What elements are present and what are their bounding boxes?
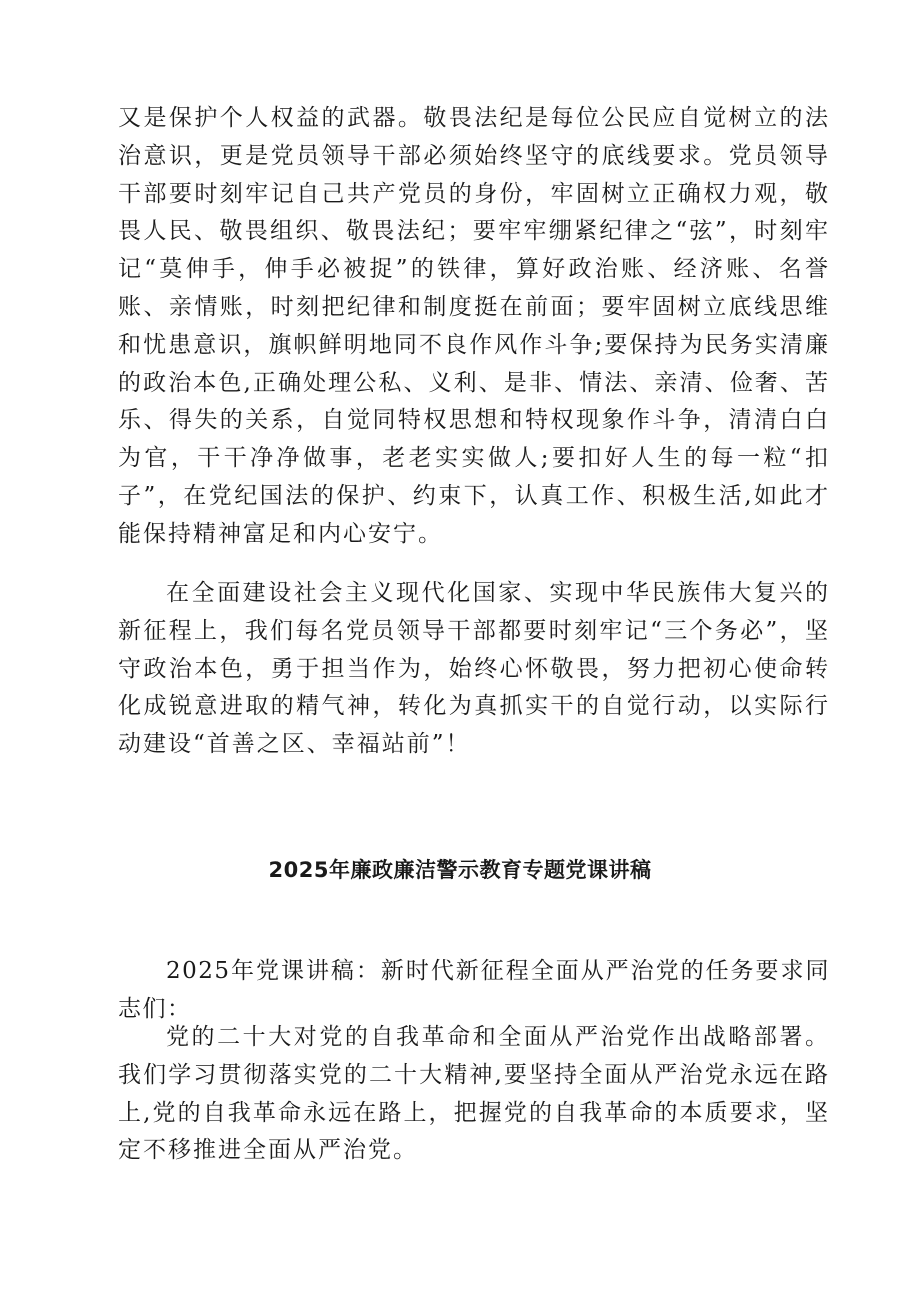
lecture-subtitle: 2025年党课讲稿：新时代新征程全面从严治党的任务要求同志们： [118,958,830,1022]
paragraph-continuation: 又是保护个人权益的武器。敬畏法纪是每位公民应自觉树立的法治意识，更是党员领导干部必须始终坚守的底线要求。党员领导干部要时刻牢记自己共产党员的身份，牢固树立正确权力观，敬畏人民、敬畏组织、敬畏法纪；要牢牢绷紧纪律之“弦”，时刻牢记“莫伸手，伸手必被捉”的铁律，算好政治账、经济账、名誉账、亲情账，时刻把纪律和制度挺在前面；要牢固树立底线思维和忧患意识，旗帜鲜明地同不良作风作斗争;要保持为民务实清廉的政治本色,正确处理公私、义利、是非、情法、亲清、俭奢、苦乐、得失的关系，自觉同特权思想和特权现象作斗争，清清白白为官，干干净净做事，老老实实做人;要扣好人生的每一粒“扣子”，在党纪国法的保护、约束下，认真工作、积极生活,如此才能保持精神富足和内心安宁。 [118,105,830,547]
paragraph-conclusion: 在全面建设社会主义现代化国家、实现中华民族伟大复兴的新征程上，我们每名党员领导干部都要时刻牢记“三个务必”，坚守政治本色，勇于担当作为，始终心怀敬畏，努力把初心使命转化成锐意进取的精气神，转化为真抓实干的自觉行动，以实际行动建设“首善之区、幸福站前”！ [118,580,830,758]
section-title: 2025年廉政廉洁警示教育专题党课讲稿 [268,858,652,882]
paragraph-body: 党的二十大对党的自我革命和全面从严治党作出战略部署。我们学习贯彻落实党的二十大精神,要坚持全面从严治党永远在路上,党的自我革命永远在路上，把握党的自我革命的本质要求，坚定不移推进全面从严治党。 [118,1024,830,1164]
